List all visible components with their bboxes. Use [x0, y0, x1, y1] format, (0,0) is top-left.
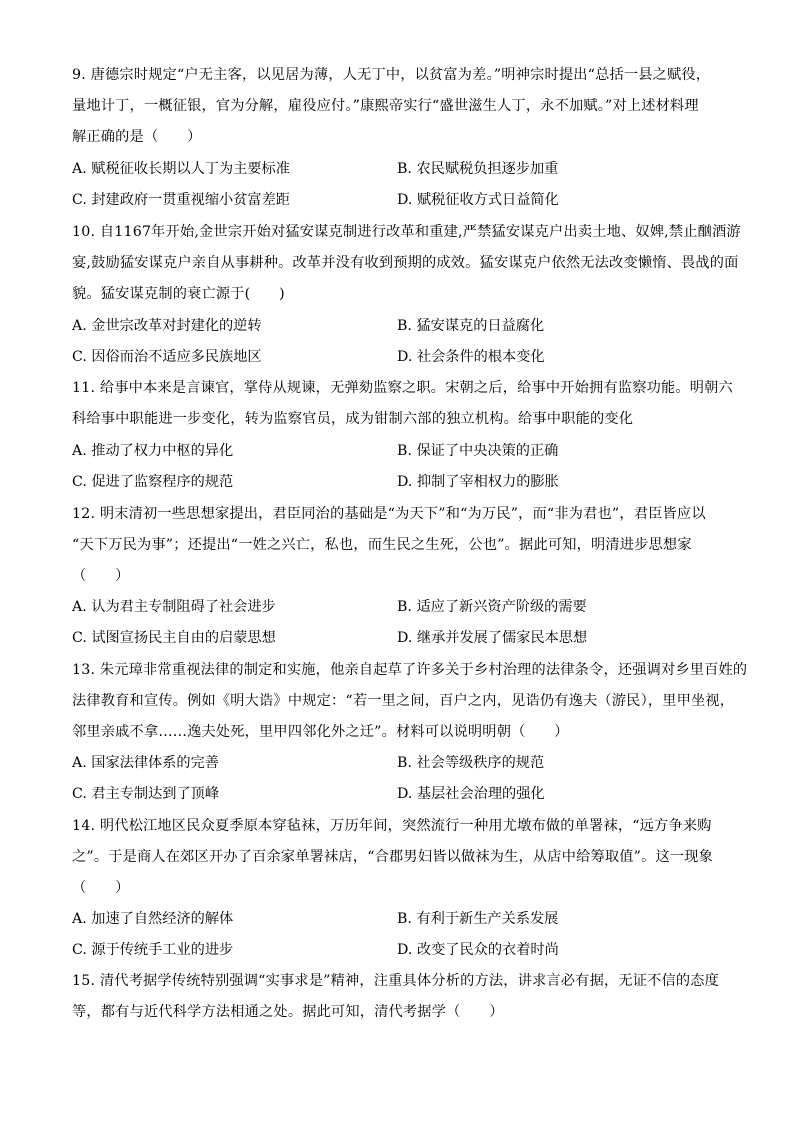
question-11 [72, 373, 733, 435]
question-stem-line: 12. 明末清初一些思想家提出，君臣同治的基础是“为天下”和“为万民”，而“非为君也”，君臣皆应以 [72, 506, 706, 522]
question-stem-line: 宴,鼓励猛安谋克户亲自从事耕种。改革并没有收到预期的成效。猛安谋克户依然无法改变懒惰、畏战的面 [72, 255, 739, 272]
option-a[interactable]: A. 加速了自然经济的解体 [72, 911, 234, 927]
option-d[interactable]: D. 改变了民众的衣着时尚 [397, 942, 559, 959]
option-c[interactable]: C. 因俗而治不适应多民族地区 [72, 349, 262, 366]
question-stem-line: 14. 明代松江地区民众夏季原本穿毡袜，万历年间，突然流行一种用尤墩布做的单署袜，“远方争来购 [72, 818, 712, 834]
option-c[interactable]: C. 试图宣扬民主自由的启蒙思想 [72, 630, 276, 647]
question-11-options [72, 436, 722, 498]
question-stem-line: （ ） [72, 880, 130, 897]
option-a[interactable]: A. 赋税征收长期以人丁为主要标准 [72, 161, 290, 177]
question-13 [72, 655, 748, 749]
question-9-options [72, 154, 722, 216]
option-a[interactable]: A. 国家法律体系的完善 [72, 755, 219, 771]
option-b[interactable]: B. 社会等级秩序的规范 [397, 755, 545, 771]
question-14 [72, 811, 722, 905]
question-stem-line: 量地计丁，一概征银，官为分解，雇役应付。”康熙帝实行“盛世滋生人丁，永不加赋。”对上述材料理 [72, 98, 699, 115]
question-stem-line: “天下万民为事”；还提出“一姓之兴亡，私也，而生民之生死，公也”。据此可知，明清进步思想家 [72, 537, 692, 554]
question-stem-line: 13. 朱元璋非常重视法律的制定和实施，他亲自起草了许多关于乡村治理的法律条令，还强调对乡里百姓的 [72, 662, 748, 678]
question-10-options [72, 311, 722, 373]
option-c[interactable]: C. 君主专制达到了顶峰 [72, 786, 220, 803]
option-d[interactable]: D. 赋税征收方式日益简化 [397, 192, 559, 209]
option-d[interactable]: D. 继承并发展了儒家民本思想 [397, 630, 588, 647]
option-c[interactable]: C. 封建政府一贯重视缩小贫富差距 [72, 192, 290, 209]
option-a[interactable]: A. 金世宗改革对封建化的逆转 [72, 318, 262, 334]
question-15 [72, 966, 722, 1028]
question-stem-line: 邻里亲戚不拿……逸夫处死，里甲四邻化外之迁”。材料可以说明明朝（ ） [72, 724, 569, 741]
option-b[interactable]: B. 有利于新生产关系发展 [397, 911, 559, 927]
question-stem-line: 之”。于是商人在郊区开办了百余家单署袜店，“合郡男妇皆以做袜为生，从店中给筹取值”。这一现象 [72, 849, 714, 866]
question-12-options [72, 592, 722, 654]
option-d[interactable]: D. 基层社会治理的强化 [397, 786, 545, 803]
question-10 [72, 217, 741, 311]
option-b[interactable]: B. 农民赋税负担逐步加重 [397, 161, 559, 177]
option-b[interactable]: B. 猛安谋克的日益腐化 [397, 318, 545, 334]
question-stem-line: 15. 清代考据学传统特别强调“实事求是”精神，注重具体分析的方法，讲求言必有据，无证不信的态度 [72, 973, 720, 989]
question-stem-line: 9. 唐德宗时规定“户无主客，以见居为薄，人无丁中，以贫富为差。”明神宗时提出“总括一县之赋役， [72, 67, 711, 83]
question-stem-line: 11. 给事中本来是言谏官，掌侍从规谏，无弹劾监察之职。宋朝之后，给事中开始拥有监察功能。明朝六 [72, 380, 733, 396]
question-stem-line: 解正确的是（ ） [72, 129, 202, 146]
question-12 [72, 499, 722, 593]
question-13-options [72, 748, 722, 810]
option-b[interactable]: B. 适应了新兴资产阶级的需要 [397, 599, 587, 615]
question-stem-line: 科给事中职能进一步变化，转为监察官员，成为钳制六部的独立机构。给事中职能的变化 [72, 411, 634, 428]
option-d[interactable]: D. 抑制了宰相权力的膨胀 [397, 474, 559, 491]
option-b[interactable]: B. 保证了中央决策的正确 [397, 443, 559, 459]
question-14-options [72, 904, 722, 966]
question-stem-line: 法律教育和宣传。例如《明大诰》中规定：“若一里之间，百户之内，见诰仍有逸夫（游民），里甲坐视， [72, 693, 735, 710]
option-d[interactable]: D. 社会条件的根本变化 [397, 349, 545, 366]
option-a[interactable]: A. 推动了权力中枢的异化 [72, 443, 234, 459]
question-stem-line: 10. 自1167年开始,金世宗开始对猛安谋克制进行改革和重建,严禁猛安谋克户出卖土地、奴婢,禁止酗酒游 [72, 224, 741, 240]
question-stem-line: （ ） [72, 568, 130, 585]
question-9 [72, 60, 722, 154]
option-c[interactable]: C. 源于传统手工业的进步 [72, 942, 234, 959]
option-a[interactable]: A. 认为君主专制阻碍了社会进步 [72, 599, 276, 615]
option-c[interactable]: C. 促进了监察程序的规范 [72, 474, 234, 491]
question-stem-line: 等，都有与近代科学方法相通之处。据此可知，清代考据学（ ） [72, 1004, 504, 1021]
question-stem-line: 貌。猛安谋克制的衰亡源于( ) [72, 286, 285, 303]
